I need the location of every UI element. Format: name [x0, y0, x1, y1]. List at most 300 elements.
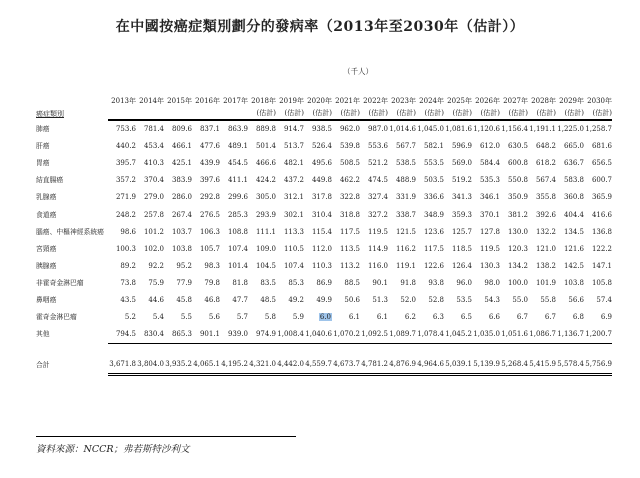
year-label: 2014年 [139, 97, 164, 105]
table-cell: 90.1 [372, 278, 388, 287]
table-row [36, 309, 612, 326]
table-cell: 5.4 [152, 313, 164, 322]
table-cell: 495.6 [311, 159, 332, 168]
table-cell: 75.9 [148, 278, 164, 287]
table-cell: 132.2 [535, 227, 556, 236]
table-cell: 110.3 [311, 261, 332, 270]
table-cell: 346.1 [479, 193, 500, 202]
table-cell: 108.8 [227, 227, 248, 236]
table-cell: 81.8 [232, 278, 248, 287]
table-cell: 1,051.6 [500, 326, 528, 344]
table-cell: 101.4 [227, 261, 248, 270]
table-cell: 119.5 [479, 244, 500, 253]
year-label: 2025年 [447, 97, 472, 105]
table-cell: 111.1 [255, 227, 276, 236]
table-header-row [36, 80, 612, 120]
table-cell: 350.9 [507, 193, 528, 202]
table-cell: 123.6 [423, 227, 444, 236]
table-cell: 114.9 [367, 244, 388, 253]
year-header [528, 80, 556, 120]
table-cell: 424.2 [255, 176, 276, 185]
table-cell: 6.2 [404, 313, 416, 322]
table-cell: 488.9 [395, 176, 416, 185]
year-header [248, 80, 276, 120]
table-cell: 138.2 [535, 261, 556, 270]
table-cell: 6.1 [376, 313, 388, 322]
table-cell: 134.5 [563, 227, 584, 236]
table-cell: 85.3 [288, 278, 304, 287]
table-cell: 1,070.2 [332, 326, 360, 344]
table-cell: 286.0 [171, 193, 192, 202]
table-cell: 482.1 [283, 159, 304, 168]
table-cell: 5.8 [264, 313, 276, 322]
table-cell: 1,014.6 [389, 125, 416, 134]
table-cell: 136.8 [591, 227, 612, 236]
table-cell: 6.7 [544, 313, 556, 322]
table-cell: 120.3 [507, 244, 528, 253]
year-header [556, 80, 584, 120]
table-cell: 100.3 [115, 244, 136, 253]
table-cell: 3,935.2 [164, 356, 192, 375]
table-cell: 79.8 [204, 278, 220, 287]
table-cell: 89.2 [120, 261, 136, 270]
table-cell: 411.1 [227, 176, 248, 185]
table-cell: 327.2 [367, 210, 388, 219]
table-cell: 863.9 [227, 125, 248, 134]
table-cell: 112.0 [311, 244, 332, 253]
estimate-label: (估計) [536, 109, 556, 117]
table-cell: 5.5 [180, 313, 192, 322]
table-cell: 489.1 [227, 142, 248, 151]
year-label: 2015年 [167, 97, 192, 105]
table-row [36, 189, 612, 206]
table-cell: 865.3 [164, 326, 192, 344]
table-cell: 6.5 [460, 313, 472, 322]
table-cell: 1,078.4 [416, 326, 444, 344]
table-cell: 109.0 [255, 244, 276, 253]
table-cell: 122.6 [423, 261, 444, 270]
table-cell: 612.0 [479, 142, 500, 151]
row-label: 肝癌 [36, 142, 50, 151]
table-cell: 103.8 [171, 244, 192, 253]
table-cell: 122.2 [591, 244, 612, 253]
year-header [332, 80, 360, 120]
table-cell: 501.4 [255, 142, 276, 151]
table-cell: 753.6 [115, 125, 136, 134]
table-cell: 1,156.4 [501, 125, 528, 134]
table-cell: 55.8 [540, 295, 556, 304]
table-cell: 1,120.6 [473, 125, 500, 134]
table-cell: 466.1 [171, 142, 192, 151]
table-cell: 121.0 [535, 244, 556, 253]
table-row [36, 241, 612, 258]
year-label: 2013年 [111, 97, 136, 105]
row-label: 結直腸癌 [36, 176, 64, 185]
table-cell: 310.4 [311, 210, 332, 219]
table-cell: 437.2 [283, 176, 304, 185]
table-cell: 1,258.7 [585, 125, 612, 134]
estimate-label: (估計) [508, 109, 528, 117]
year-label: 2029年 [559, 97, 584, 105]
table-cell: 1,008.4 [276, 326, 304, 344]
table-cell: 4,065.1 [192, 356, 220, 375]
year-label: 2030年 [587, 97, 612, 105]
table-cell: 1,191.1 [529, 125, 556, 134]
table-cell: 357.2 [115, 176, 136, 185]
table-cell: 5,039.1 [444, 356, 472, 375]
table-cell: 466.6 [255, 159, 276, 168]
table-cell: 5.2 [124, 313, 136, 322]
year-header [500, 80, 528, 120]
table-row [36, 224, 612, 241]
table-cell: 383.9 [171, 176, 192, 185]
table-cell: 1,081.6 [445, 125, 472, 134]
table-cell: 276.5 [199, 210, 220, 219]
table-row [36, 172, 612, 189]
table-cell: 1,089.7 [388, 326, 416, 344]
year-header [444, 80, 472, 120]
table-cell: 117.5 [339, 227, 360, 236]
table-cell: 134.2 [507, 261, 528, 270]
year-label: 2016年 [195, 97, 220, 105]
table-cell: 92.2 [148, 261, 164, 270]
table-cell: 127.8 [479, 227, 500, 236]
unit-label: （千人） [343, 67, 373, 76]
row-label: 合計 [36, 360, 50, 369]
year-header [416, 80, 444, 120]
table-cell: 117.5 [423, 244, 444, 253]
table-cell: 147.1 [591, 261, 612, 270]
table-cell: 830.4 [136, 326, 164, 344]
estimate-label: (估計) [396, 109, 416, 117]
table-cell: 336.6 [423, 193, 444, 202]
table-cell: 104.5 [255, 261, 276, 270]
table-cell: 93.8 [428, 278, 444, 287]
year-label: 2017年 [223, 97, 248, 105]
table-cell: 49.2 [288, 295, 304, 304]
year-label: 2028年 [531, 97, 556, 105]
row-label: 非霍奇金淋巴瘤 [36, 278, 84, 287]
table-cell: 513.7 [283, 142, 304, 151]
table-cell: 6.7 [516, 313, 528, 322]
estimate-label: (估計) [256, 109, 276, 117]
table-cell: 360.8 [563, 193, 584, 202]
table-cell: 56.6 [568, 295, 584, 304]
table-cell: 52.0 [400, 295, 416, 304]
estimate-label [108, 107, 136, 119]
highlighted-value: 6.0 [319, 313, 331, 322]
table-cell: 322.8 [339, 193, 360, 202]
estimate-label: (估計) [424, 109, 444, 117]
table-cell: 539.8 [339, 142, 360, 151]
table-cell: 837.1 [199, 125, 220, 134]
year-header [472, 80, 500, 120]
year-header [220, 80, 248, 120]
table-cell: 121.6 [563, 244, 584, 253]
estimate-label: (估計) [592, 109, 612, 117]
table-cell: 327.4 [367, 193, 388, 202]
table-cell: 106.3 [199, 227, 220, 236]
table-cell: 1,225.0 [557, 125, 584, 134]
table-cell: 113.5 [339, 244, 360, 253]
year-label: 2024年 [419, 97, 444, 105]
table-cell: 142.5 [563, 261, 584, 270]
table-cell: 392.6 [535, 210, 556, 219]
table-row [36, 120, 612, 138]
table-cell: 987.0 [367, 125, 388, 134]
table-cell: 302.1 [283, 210, 304, 219]
table-cell [304, 309, 332, 326]
table-cell: 5.7 [236, 313, 248, 322]
year-header [108, 80, 136, 120]
table-cell: 5.9 [292, 313, 304, 322]
estimate-label [136, 107, 164, 119]
table-cell: 526.4 [311, 142, 332, 151]
table-cell: 5,139.9 [472, 356, 500, 375]
table-cell: 681.6 [591, 142, 612, 151]
year-header [164, 80, 192, 120]
table-cell: 550.8 [507, 176, 528, 185]
year-header [276, 80, 304, 120]
table-cell: 648.2 [535, 142, 556, 151]
table-cell: 57.4 [596, 295, 612, 304]
table-cell: 44.6 [148, 295, 164, 304]
estimate-label: (估計) [452, 109, 472, 117]
table-cell: 6.1 [348, 313, 360, 322]
table-cell: 45.8 [176, 295, 192, 304]
table-cell: 553.5 [423, 159, 444, 168]
year-header [304, 80, 332, 120]
spacer-row [36, 344, 612, 357]
table-cell: 110.5 [283, 244, 304, 253]
table-cell: 115.4 [311, 227, 332, 236]
table-cell: 404.4 [563, 210, 584, 219]
estimate-label: (估計) [312, 109, 332, 117]
table-cell: 55.0 [512, 295, 528, 304]
table-cell: 105.8 [591, 278, 612, 287]
table-cell: 535.3 [479, 176, 500, 185]
table-cell: 248.2 [115, 210, 136, 219]
table-cell: 107.4 [227, 244, 248, 253]
table-cell: 1,040.6 [304, 326, 332, 344]
table-cell: 53.5 [456, 295, 472, 304]
table-cell: 630.5 [507, 142, 528, 151]
table-cell: 3,804.0 [136, 356, 164, 375]
table-cell: 584.4 [479, 159, 500, 168]
year-label: 2020年 [307, 97, 332, 105]
table-cell: 271.9 [115, 193, 136, 202]
table-cell: 4,559.7 [304, 356, 332, 375]
year-label: 2019年 [279, 97, 304, 105]
table-row [36, 292, 612, 309]
table-cell: 103.7 [171, 227, 192, 236]
table-cell: 4,781.2 [360, 356, 388, 375]
table-cell: 317.8 [311, 193, 332, 202]
table-cell: 553.6 [367, 142, 388, 151]
table-cell: 125.7 [451, 227, 472, 236]
table-cell: 4,876.9 [388, 356, 416, 375]
estimate-label [220, 107, 248, 119]
table-cell: 370.4 [143, 176, 164, 185]
table-cell: 292.8 [199, 193, 220, 202]
row-label: 其他 [36, 330, 50, 339]
table-cell: 914.7 [283, 125, 304, 134]
table-cell: 3,671.8 [108, 356, 136, 375]
table-cell: 98.6 [120, 227, 136, 236]
estimate-label: (估計) [480, 109, 500, 117]
table-row [36, 138, 612, 155]
table-cell: 98.3 [204, 261, 220, 270]
table-cell: 348.9 [423, 210, 444, 219]
year-header [360, 80, 388, 120]
year-label: 2027年 [503, 97, 528, 105]
table-cell: 4,673.7 [332, 356, 360, 375]
table-cell: 51.3 [372, 295, 388, 304]
table-cell: 126.4 [451, 261, 472, 270]
table-cell: 1,035.0 [472, 326, 500, 344]
row-label: 宮頸癌 [36, 244, 57, 253]
table-cell: 46.8 [204, 295, 220, 304]
table-cell: 397.6 [199, 176, 220, 185]
table-cell: 5,415.9 [528, 356, 556, 375]
table-cell: 6.3 [432, 313, 444, 322]
row-label: 胃癌 [36, 159, 50, 168]
table-cell: 538.5 [395, 159, 416, 168]
table-cell: 130.3 [479, 261, 500, 270]
table-cell: 4,321.0 [248, 356, 276, 375]
estimate-label: (估計) [564, 109, 584, 117]
table-cell: 355.8 [535, 193, 556, 202]
table-cell: 410.3 [143, 159, 164, 168]
source-divider [36, 436, 296, 437]
table-cell: 381.2 [507, 210, 528, 219]
table-cell: 107.4 [283, 261, 304, 270]
table-cell: 318.8 [339, 210, 360, 219]
table-cell: 279.0 [143, 193, 164, 202]
table-cell: 474.5 [367, 176, 388, 185]
table-cell: 889.8 [255, 125, 276, 134]
table-cell: 116.0 [367, 261, 388, 270]
year-header [136, 80, 164, 120]
table-cell: 77.9 [176, 278, 192, 287]
table-cell: 331.9 [395, 193, 416, 202]
table-row [36, 356, 612, 375]
table-cell: 86.9 [316, 278, 332, 287]
table-cell: 285.3 [227, 210, 248, 219]
table-cell: 600.8 [507, 159, 528, 168]
table-cell: 6.9 [600, 313, 612, 322]
table-cell: 98.0 [484, 278, 500, 287]
table-cell: 440.2 [115, 142, 136, 151]
table-cell: 974.9 [248, 326, 276, 344]
year-label: 2023年 [391, 97, 416, 105]
table-cell: 102.0 [143, 244, 164, 253]
row-label: 乳腺癌 [36, 193, 57, 202]
table-cell: 809.6 [171, 125, 192, 134]
table-cell: 656.5 [591, 159, 612, 168]
table-cell: 4,442.0 [276, 356, 304, 375]
estimate-label: (估計) [284, 109, 304, 117]
row-label: 腦癌、中樞神經系統癌 [36, 227, 104, 236]
table-cell: 4,195.2 [220, 356, 248, 375]
table-cell: 119.5 [367, 227, 388, 236]
table-cell: 1,136.7 [556, 326, 584, 344]
estimate-label [192, 107, 220, 119]
table-cell: 439.9 [199, 159, 220, 168]
table-cell: 49.9 [316, 295, 332, 304]
table-cell: 425.1 [171, 159, 192, 168]
table-cell: 1,092.5 [360, 326, 388, 344]
table-row [36, 258, 612, 275]
table-cell: 118.5 [451, 244, 472, 253]
table-row [36, 326, 612, 344]
table-cell: 293.9 [255, 210, 276, 219]
table-cell: 4,964.6 [416, 356, 444, 375]
table-cell: 105.7 [199, 244, 220, 253]
table-cell: 52.8 [428, 295, 444, 304]
table-cell: 116.2 [395, 244, 416, 253]
table-cell: 5,578.4 [556, 356, 584, 375]
table-cell: 449.8 [311, 176, 332, 185]
estimate-label [164, 107, 192, 119]
table-cell: 91.8 [400, 278, 416, 287]
table-cell: 48.5 [260, 295, 276, 304]
table-cell: 901.1 [192, 326, 220, 344]
table-cell: 453.4 [143, 142, 164, 151]
table-cell: 600.7 [591, 176, 612, 185]
table-cell: 312.1 [283, 193, 304, 202]
year-header [584, 80, 612, 120]
table-cell: 938.5 [311, 125, 332, 134]
table-cell: 119.1 [395, 261, 416, 270]
row-label: 胰腺癌 [36, 261, 57, 270]
table-cell: 521.2 [367, 159, 388, 168]
table-cell: 101.2 [143, 227, 164, 236]
table-cell: 596.9 [451, 142, 472, 151]
table-cell: 5.6 [208, 313, 220, 322]
table-cell: 121.5 [395, 227, 416, 236]
table-cell: 939.0 [220, 326, 248, 344]
row-label: 食道癌 [36, 210, 57, 219]
table-cell: 1,086.7 [528, 326, 556, 344]
estimate-label: (估計) [368, 109, 388, 117]
table-cell: 370.1 [479, 210, 500, 219]
table-row [36, 206, 612, 223]
table-cell: 519.2 [451, 176, 472, 185]
row-label: 霍奇金淋巴瘤 [36, 313, 77, 322]
year-label: 2021年 [335, 97, 360, 105]
table-cell: 267.4 [171, 210, 192, 219]
table-cell: 477.6 [199, 142, 220, 151]
table-cell: 54.3 [484, 295, 500, 304]
table-cell: 365.9 [591, 193, 612, 202]
table-cell: 416.6 [591, 210, 612, 219]
table-row [36, 155, 612, 172]
table-cell: 618.2 [535, 159, 556, 168]
table-cell: 454.5 [227, 159, 248, 168]
table-cell: 567.4 [535, 176, 556, 185]
row-label: 肺癌 [36, 124, 50, 133]
table-cell: 6.8 [572, 313, 584, 322]
table-cell: 95.2 [176, 261, 192, 270]
table-cell: 5,756.9 [584, 356, 612, 375]
table-cell: 100.0 [507, 278, 528, 287]
table-cell: 101.9 [535, 278, 556, 287]
table-cell: 395.7 [115, 159, 136, 168]
year-label: 2022年 [363, 97, 388, 105]
header-label: 癌症類別 [36, 110, 64, 118]
table-cell: 50.6 [344, 295, 360, 304]
